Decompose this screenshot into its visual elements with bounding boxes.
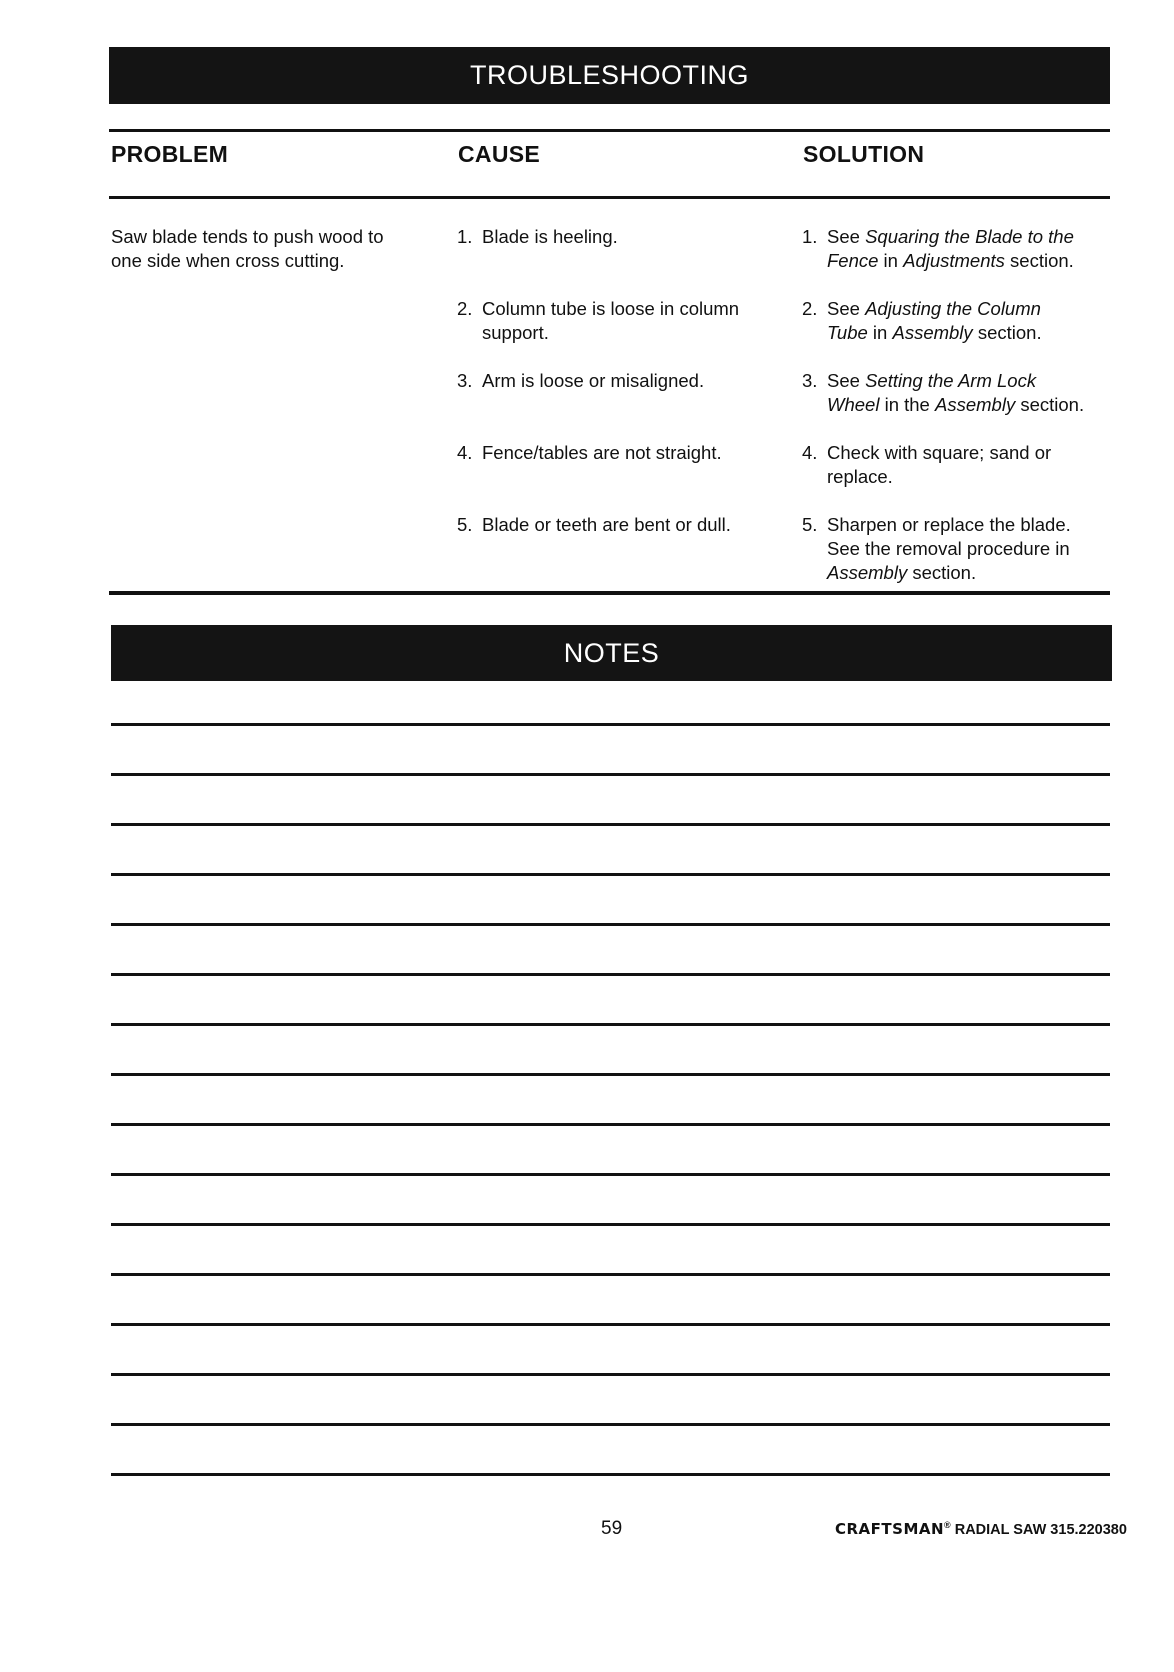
solution-text — [827, 441, 1051, 489]
cause-number: 2. — [457, 298, 473, 319]
solution-number: 1. — [802, 226, 818, 247]
solution-line: Tube in Assembly section. — [827, 322, 1042, 343]
solution-line: Assembly section. — [827, 562, 977, 583]
note-line — [111, 1373, 1110, 1376]
note-line — [111, 823, 1110, 826]
cause-text — [482, 513, 731, 537]
solution-line: Check with square; sand or — [827, 442, 1052, 463]
note-line — [111, 1473, 1110, 1476]
solution-number: 5. — [802, 514, 818, 535]
note-line — [111, 873, 1110, 876]
solution-number: 4. — [802, 442, 818, 463]
cause-text — [482, 369, 704, 393]
footer-product — [835, 1520, 1127, 1538]
column-head-problem: PROBLEM — [111, 141, 229, 167]
cause-text — [482, 441, 722, 465]
solution-line: See Adjusting the Column — [827, 298, 1041, 319]
cause-number: 5. — [457, 514, 473, 535]
cause-line: Blade is heeling. — [482, 226, 618, 247]
solution-line: See Setting the Arm Lock — [827, 370, 1037, 391]
note-line — [111, 1073, 1110, 1076]
note-line — [111, 1023, 1110, 1026]
cause-number: 1. — [457, 226, 473, 247]
solution-text — [827, 369, 1084, 417]
page-number: 59 — [601, 1518, 623, 1539]
solution-text — [827, 225, 1074, 273]
table-bottom-rule — [109, 591, 1110, 595]
cause-line: Arm is loose or misaligned. — [482, 370, 705, 391]
note-line — [111, 1223, 1110, 1226]
cause-line: support. — [482, 322, 549, 343]
problem-line: one side when cross cutting. — [111, 250, 345, 271]
cause-text — [482, 297, 739, 345]
cause-number: 4. — [457, 442, 473, 463]
troubleshooting-title: TROUBLESHOOTING — [109, 47, 1110, 104]
brand-logo: CRAFTSMAN — [835, 1520, 945, 1538]
product-name: RADIAL SAW 315.220380 — [950, 1522, 1127, 1538]
column-head-cause: CAUSE — [458, 141, 541, 167]
cause-number: 3. — [457, 370, 473, 391]
problem-cell — [111, 225, 384, 273]
solution-line: Fence in Adjustments section. — [827, 250, 1074, 271]
note-line — [111, 923, 1110, 926]
cause-text — [482, 225, 618, 249]
cause-line: Blade or teeth are bent or dull. — [482, 514, 731, 535]
note-line — [111, 1323, 1110, 1326]
solution-number: 2. — [802, 298, 818, 319]
cause-line: Fence/tables are not straight. — [482, 442, 722, 463]
note-line — [111, 1423, 1110, 1426]
table-top-rule — [109, 129, 1110, 132]
note-line — [111, 1123, 1110, 1126]
note-line — [111, 973, 1110, 976]
cause-line: Column tube is loose in column — [482, 298, 740, 319]
solution-text — [827, 513, 1071, 585]
solution-line: Sharpen or replace the blade. — [827, 514, 1071, 535]
registered-mark: ® — [944, 1520, 951, 1531]
notes-title: NOTES — [111, 625, 1112, 681]
solution-line: Wheel in the Assembly section. — [827, 394, 1085, 415]
note-line — [111, 1173, 1110, 1176]
note-line — [111, 1273, 1110, 1276]
problem-line: Saw blade tends to push wood to — [111, 226, 384, 247]
solution-text — [827, 297, 1042, 345]
note-line — [111, 723, 1110, 726]
table-header-rule — [109, 196, 1110, 199]
solution-line: See the removal procedure in — [827, 538, 1070, 559]
solution-number: 3. — [802, 370, 818, 391]
solution-line: See Squaring the Blade to the — [827, 226, 1074, 247]
column-head-solution: SOLUTION — [803, 141, 925, 167]
solution-line: replace. — [827, 466, 893, 487]
note-line — [111, 773, 1110, 776]
